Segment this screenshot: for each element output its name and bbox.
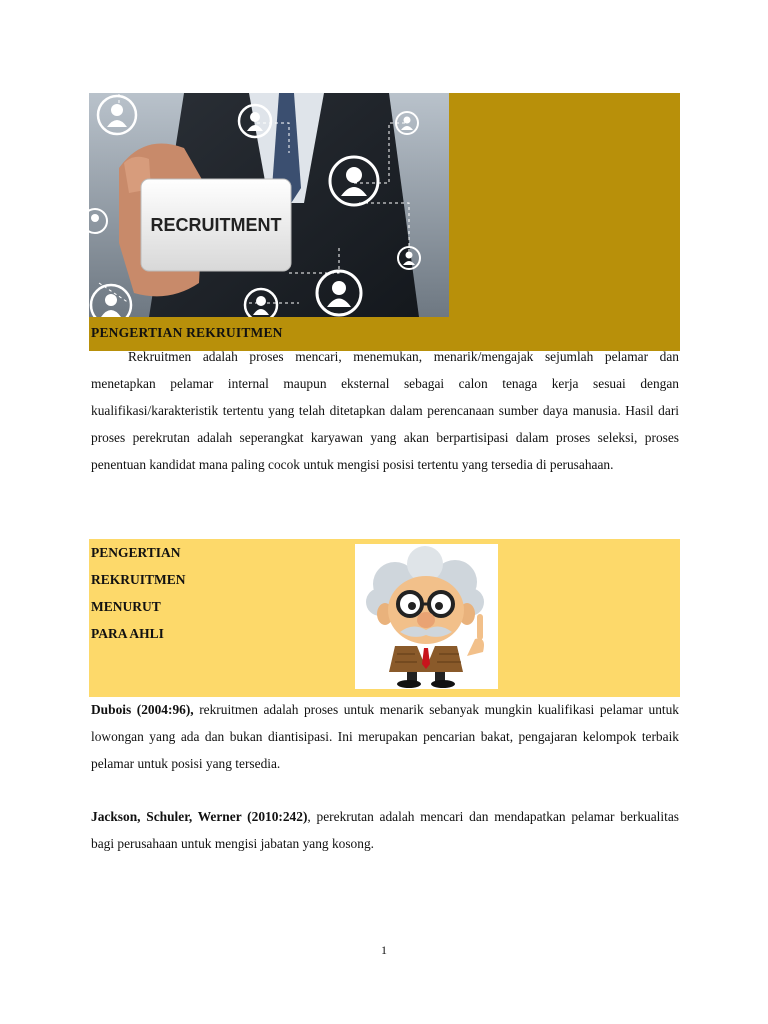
definition-dubois: [91, 696, 679, 777]
definition-author: Jackson, Schuler, Werner (2010:242): [91, 809, 308, 824]
intro-text: Rekruitmen adalah proses mencari, menemukan, menarik/mengajak sejumlah pelamar dan menetapkan pelamar internal maupun eksternal sebagai calon tenaga kerja sesuai dengan kualifikasi/karakteristik tertentu yang telah ditetapkan dalam perencanaan sumber daya manusia. Hasil dari proses perekrutan adalah seperangkat karyawan yang akan berpartisipasi dalam proses seleksi, proses penentuan kandidat mana paling cocok untuk mengisi posisi tertentu yang tersedia di perusahaan.: [91, 349, 679, 472]
experts-title-line: REKRUITMEN: [91, 572, 186, 587]
definition-body: rekruitmen adalah proses untuk menarik sebanyak mungkin kualifikasi pelamar untuk lowongan yang ada dan bukan diantisipasi. Ini merupakan pencarian bakat, pengajaran kelompok terbaik pelamar untuk posisi yang tersedia.: [91, 702, 679, 771]
experts-title-line: PENGERTIAN: [91, 545, 181, 560]
recruitment-card-label: RECRUITMENT: [150, 215, 282, 235]
experts-title-line: PARA AHLI: [91, 626, 164, 641]
definition-text: [91, 696, 679, 777]
experts-title: [91, 539, 186, 647]
intro-paragraph: [91, 343, 679, 478]
recruitment-photo: [89, 93, 449, 317]
experts-banner: [89, 539, 680, 697]
section-title: PENGERTIAN REKRUITMEN: [91, 325, 283, 340]
definition-body: , perekrutan adalah mencari dan mendapatkan pelamar berkualitas bagi perusahaan untuk mengisi jabatan yang kosong.: [91, 809, 680, 851]
header-banner: [89, 93, 680, 351]
definition-author: Dubois (2004:96),: [91, 702, 194, 717]
page-number: 1: [381, 943, 387, 957]
definition-text: [91, 803, 679, 857]
professor-illustration: [355, 544, 498, 689]
experts-title-line: MENURUT: [91, 599, 161, 614]
definition-jackson: [91, 803, 679, 857]
